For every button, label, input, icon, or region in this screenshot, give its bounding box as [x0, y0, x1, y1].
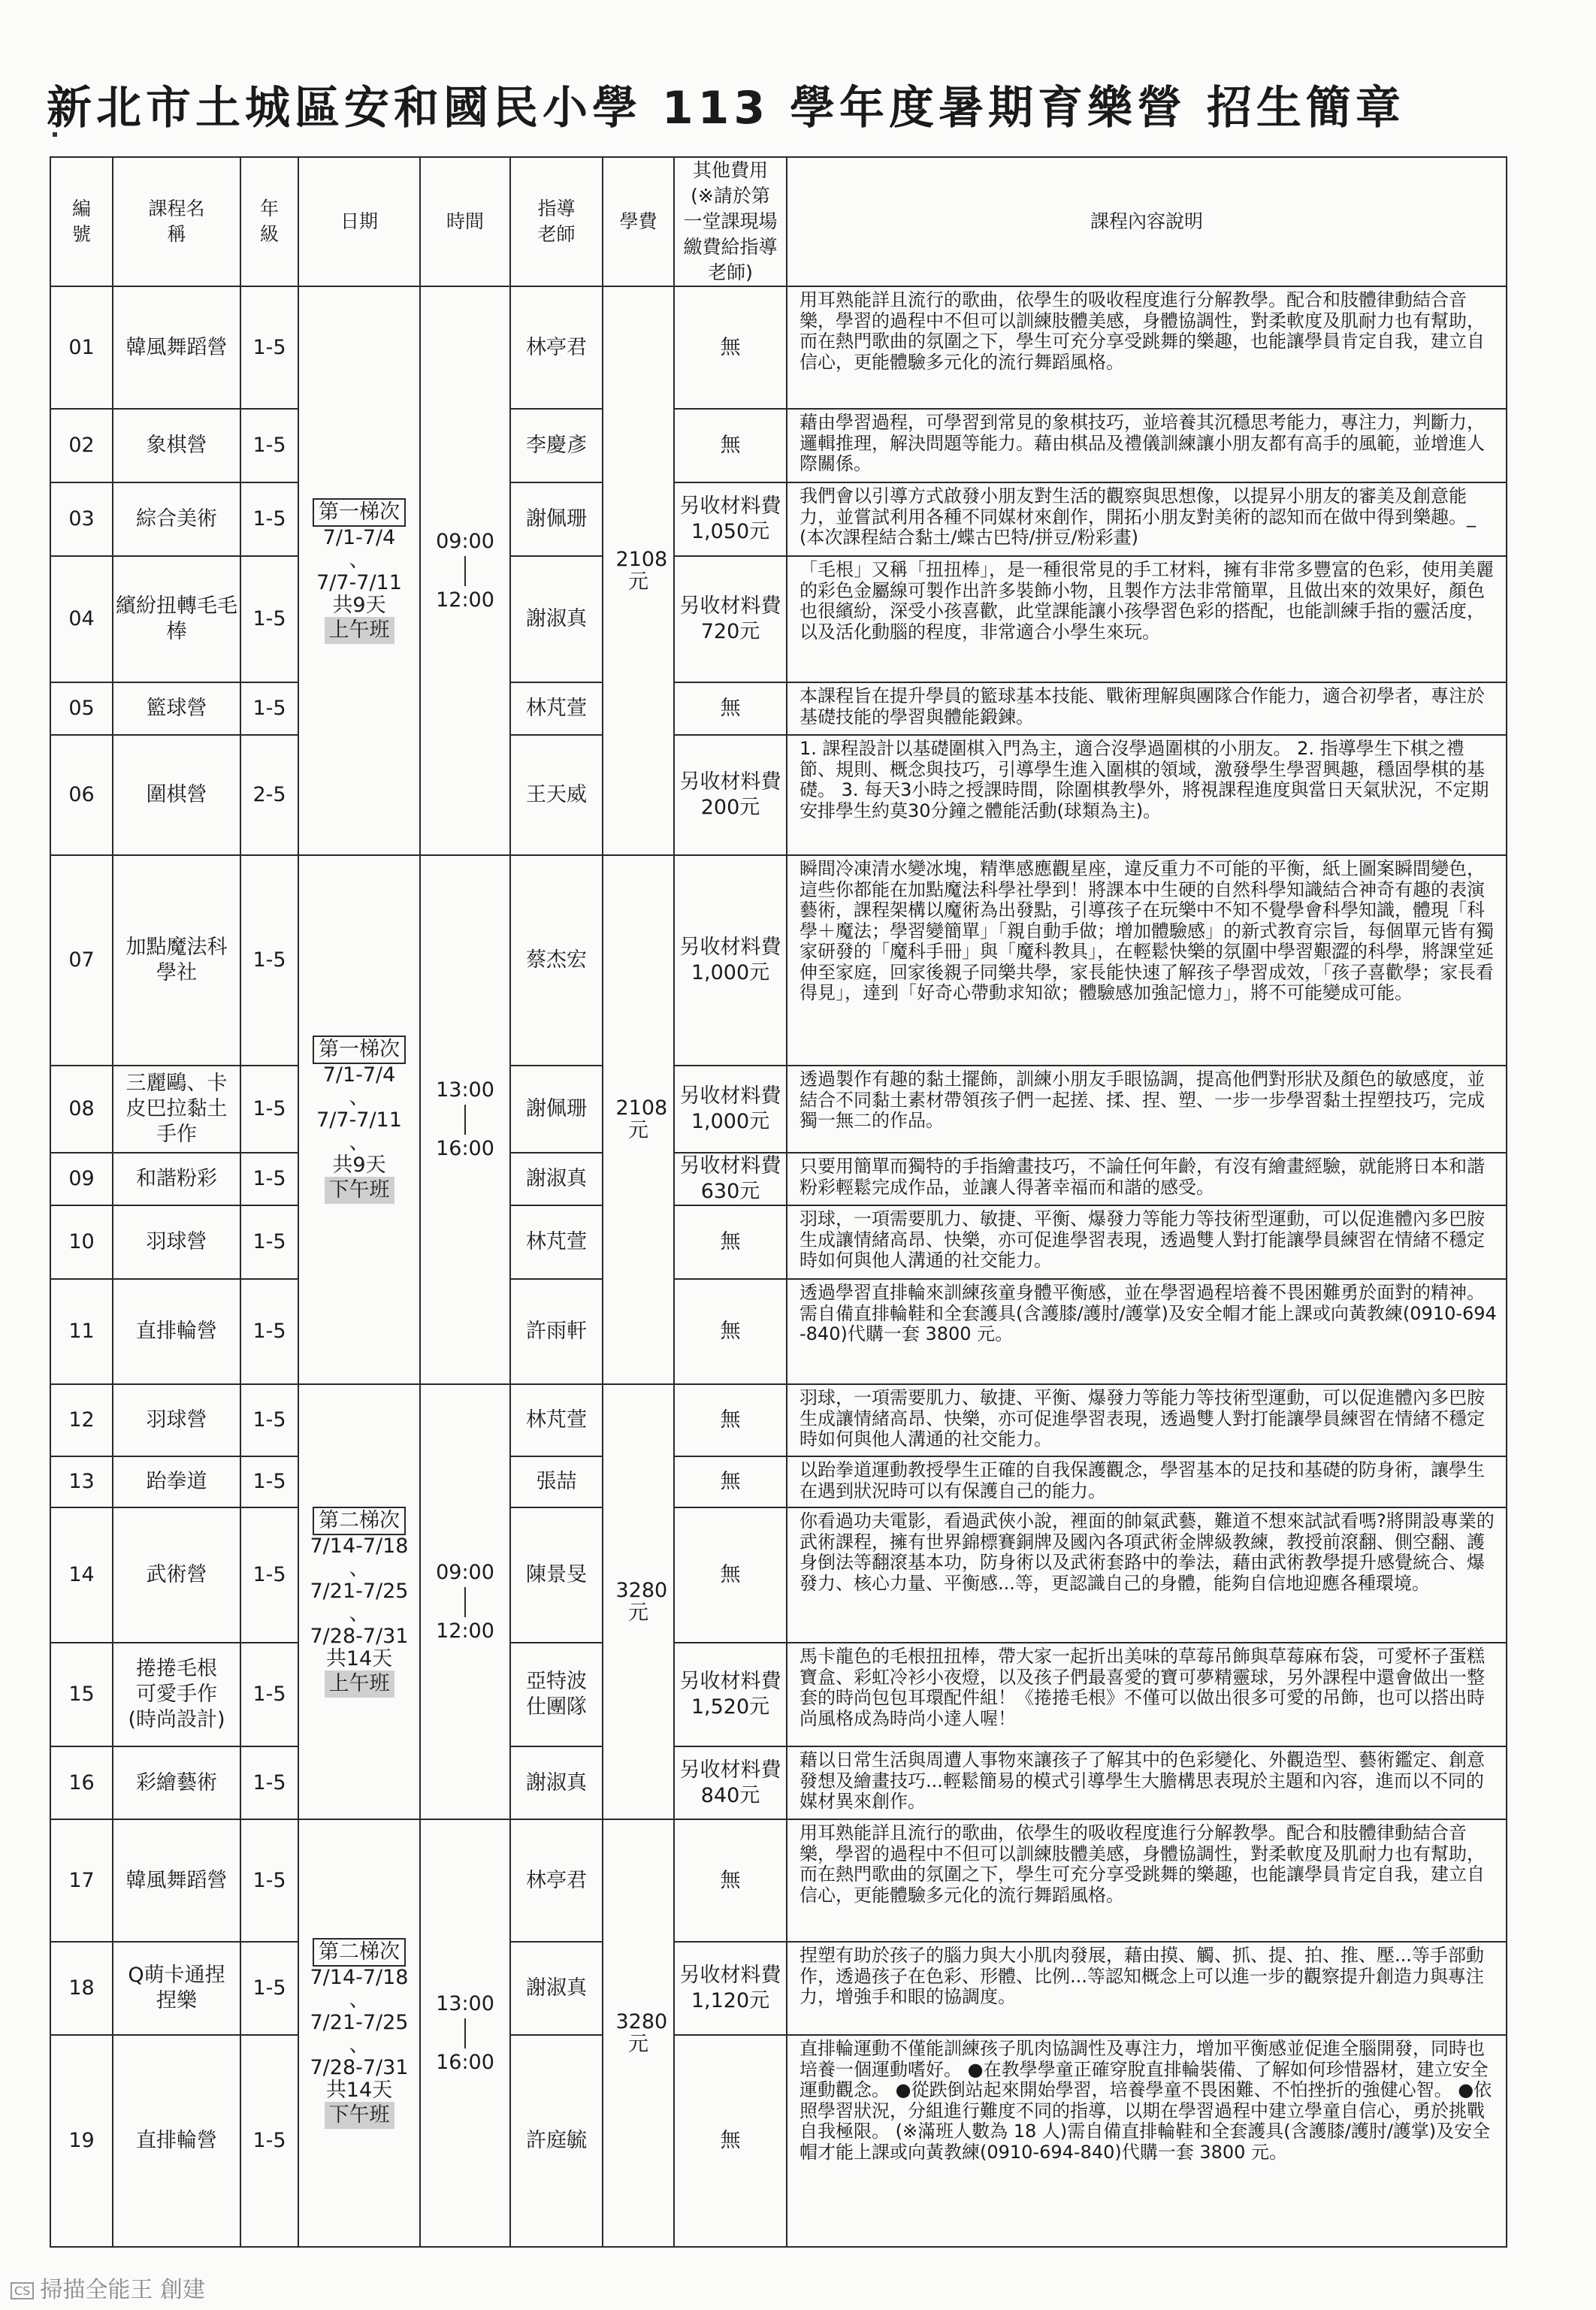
course-no: 15	[50, 1643, 113, 1746]
course-grade: 1-5	[240, 682, 298, 735]
course-desc: 捏塑有助於孩子的腦力與大小肌肉發展，藉由摸、觸、抓、提、拍、推、壓...等手部動作，透過孩子在色彩、形體、比例...等認知概念上可以進一步的觀察提升創造力與專注力，增強手和眼的協調度。	[787, 1942, 1507, 2035]
date-sep: 、	[349, 1131, 370, 1154]
camscanner-icon: CS	[11, 2282, 34, 2299]
table-row	[50, 1205, 1507, 1279]
date-total: 共14天	[325, 2078, 393, 2102]
other-fee: 無	[674, 1507, 787, 1643]
teacher: 林芃萱	[510, 1205, 603, 1279]
course-name: 綜合美術	[113, 482, 240, 556]
session-period: 上午班	[325, 1671, 394, 1698]
course-no: 06	[50, 735, 113, 855]
date-total: 共14天	[325, 1646, 393, 1671]
course-desc: 直排輪運動不僅能訓練孩子肌肉協調性及專注力，增加平衡感並促進全腦開發，同時也培養一個運動嗜好。 ●在教學學童正確穿脫直排輪裝備、了解如何珍惜器材，建立安全運動觀念。 ●從跌倒站起來開始學習，培養學童不畏困難、不怕挫折的強健心智。 ●依照學習狀況，分組進行難度不同的指導，以期在學習過程中建立學童自信心，勇於挑戰自我極限。 (※滿班人數為 18 人)需自備直排輪鞋和全套護具(含護膝/護肘/護掌)及安全帽才能上課或向黃教練(0910-694-840)代購一套 3800 元。	[787, 2035, 1507, 2247]
header-time: 時間	[420, 157, 510, 286]
teacher: 王天威	[510, 735, 603, 855]
course-desc: 用耳熟能詳且流行的歌曲，依學生的吸收程度進行分解教學。配合和肢體律動結合音樂，學習的過程中不但可以訓練肢體美感，身體協調性，對柔軟度及肌耐力也有幫助，而在熱門歌曲的氛圍之下，學生可充分享受跳舞的樂趣，也能讓學員肯定自我，建立自信心，更能體驗多元化的流行舞蹈風格。	[787, 1819, 1507, 1942]
session-period: 下午班	[325, 1177, 394, 1204]
course-grade: 1-5	[240, 1384, 298, 1456]
course-grade: 1-5	[240, 1746, 298, 1819]
teacher: 林芃萱	[510, 682, 603, 735]
date-sep: 、	[349, 1601, 370, 1625]
session-label: 第一梯次	[313, 498, 406, 527]
header-name: 課程名稱	[113, 157, 240, 286]
course-name: 武術營	[113, 1507, 240, 1643]
teacher: 亞特波仕團隊	[510, 1643, 603, 1746]
date-sep: 、	[349, 2033, 370, 2057]
other-fee: 另收材料費 1,520元	[674, 1643, 787, 1746]
header-fee: 學費	[603, 157, 674, 286]
course-no: 10	[50, 1205, 113, 1279]
other-fee: 無	[674, 1205, 787, 1279]
date-range: 7/7-7/11	[316, 1108, 402, 1132]
course-grade: 1-5	[240, 855, 298, 1066]
teacher: 許庭毓	[510, 2035, 603, 2247]
course-grade: 1-5	[240, 1279, 298, 1384]
table-row	[50, 855, 1507, 1066]
time-end: 16:00	[436, 2050, 494, 2074]
date-cell	[298, 286, 420, 855]
course-grade: 1-5	[240, 1819, 298, 1942]
table-row	[50, 1066, 1507, 1153]
course-desc: 本課程旨在提升學員的籃球基本技能、戰術理解與團隊合作能力，適合初學者，專注於基礎技能的學習與體能鍛鍊。	[787, 682, 1507, 735]
course-name: 加點魔法科學社	[113, 855, 240, 1066]
course-name: 韓風舞蹈營	[113, 1819, 240, 1942]
course-no: 03	[50, 482, 113, 556]
other-fee: 另收材料費 1,000元	[674, 855, 787, 1066]
teacher: 林亭君	[510, 286, 603, 409]
course-grade: 1-5	[240, 2035, 298, 2247]
fee-cell: 2108元	[603, 855, 674, 1384]
table-row	[50, 556, 1507, 682]
course-no: 12	[50, 1384, 113, 1456]
teacher: 謝淑真	[510, 556, 603, 682]
course-no: 07	[50, 855, 113, 1066]
table-row	[50, 1279, 1507, 1384]
course-name: 直排輪營	[113, 2035, 240, 2247]
scanner-watermark	[11, 2271, 205, 2304]
table-row	[50, 286, 1507, 409]
other-fee: 無	[674, 1384, 787, 1456]
other-fee: 無	[674, 409, 787, 482]
other-fee: 無	[674, 1279, 787, 1384]
time-bar	[464, 1105, 466, 1135]
other-fee: 另收材料費 840元	[674, 1746, 787, 1819]
teacher: 許雨軒	[510, 1279, 603, 1384]
header-desc: 課程內容說明	[787, 157, 1507, 286]
course-no: 18	[50, 1942, 113, 2035]
teacher: 陳景旻	[510, 1507, 603, 1643]
time-start: 09:00	[436, 1560, 494, 1584]
other-fee: 另收材料費 1,120元	[674, 1942, 787, 2035]
table-row	[50, 1942, 1507, 2035]
other-fee: 無	[674, 2035, 787, 2247]
course-name: 直排輪營	[113, 1279, 240, 1384]
course-name: 繽紛扭轉毛毛棒	[113, 556, 240, 682]
table-row	[50, 1746, 1507, 1819]
date-sep: 、	[349, 1988, 370, 2012]
page-title: 新北市土城區安和國民小學 113 學年度暑期育樂營 招生簡章	[47, 82, 1405, 135]
time-bar	[464, 2018, 466, 2048]
course-no: 05	[50, 682, 113, 735]
course-desc: 羽球，一項需要肌力、敏捷、平衡、爆發力等能力等技術型運動，可以促進體內多巴胺生成讓情緒高昂、快樂，亦可促進學習表現，透過雙人對打能讓學員練習在情緒不穩定時如何與他人溝通的社交能力。	[787, 1384, 1507, 1456]
date-range: 7/14-7/18	[310, 1965, 409, 1989]
course-no: 14	[50, 1507, 113, 1643]
time-start: 13:00	[436, 1078, 494, 1102]
table-row	[50, 1819, 1507, 1942]
course-name: 象棋營	[113, 409, 240, 482]
course-grade: 1-5	[240, 1643, 298, 1746]
course-desc: 1. 課程設計以基礎圍棋入門為主，適合沒學過圍棋的小朋友。 2. 指導學生下棋之禮節、規則、概念與技巧，引導學生進入圍棋的領域，激發學生學習興趣，穩固學棋的基礎。 3. 每天3小時之授課時間，除圍棋教學外，將視課程進度與當日天氣狀況，不定期安排學生約莫30分鐘之體能活動(球類為主)。	[787, 735, 1507, 855]
date-range: 7/14-7/18	[310, 1534, 409, 1558]
course-no: 16	[50, 1746, 113, 1819]
course-name: 韓風舞蹈營	[113, 286, 240, 409]
course-grade: 1-5	[240, 1456, 298, 1507]
course-grade: 1-5	[240, 1942, 298, 2035]
table-row	[50, 1456, 1507, 1507]
header-grade: 年級	[240, 157, 298, 286]
header-teacher: 指導老師	[510, 157, 603, 286]
other-fee: 另收材料費 1,050元	[674, 482, 787, 556]
course-desc: 用耳熟能詳且流行的歌曲，依學生的吸收程度進行分解教學。配合和肢體律動結合音樂，學習的過程中不但可以訓練肢體美感，身體協調性，對柔軟度及肌耐力也有幫助，而在熱門歌曲的氛圍之下，學生可充分享受跳舞的樂趣，也能讓學員肯定自我，建立自信心，更能體驗多元化的流行舞蹈風格。	[787, 286, 1507, 409]
other-fee: 另收材料費 1,000元	[674, 1066, 787, 1153]
course-no: 17	[50, 1819, 113, 1942]
course-name: 羽球營	[113, 1205, 240, 1279]
table-row	[50, 409, 1507, 482]
fee-cell: 2108元	[603, 286, 674, 855]
course-no: 04	[50, 556, 113, 682]
course-name: 籃球營	[113, 682, 240, 735]
time-end: 12:00	[436, 1619, 494, 1643]
course-no: 09	[50, 1153, 113, 1205]
course-grade: 1-5	[240, 409, 298, 482]
session-period: 上午班	[325, 617, 394, 644]
date-range: 7/28-7/31	[310, 1624, 409, 1648]
course-desc: 以跆拳道運動教授學生正確的自我保護觀念，學習基本的足技和基礎的防身術，讓學生在遇到狀況時可以有保護自己的能力。	[787, 1456, 1507, 1507]
course-grade: 1-5	[240, 1153, 298, 1205]
time-start: 09:00	[436, 529, 494, 553]
date-sep: 、	[349, 1086, 370, 1109]
date-range: 7/7-7/11	[316, 570, 402, 594]
date-range: 7/21-7/25	[310, 2010, 409, 2034]
table-row	[50, 482, 1507, 556]
course-no: 01	[50, 286, 113, 409]
course-name: 羽球營	[113, 1384, 240, 1456]
course-grade: 1-5	[240, 1205, 298, 1279]
session-period: 下午班	[325, 2102, 394, 2129]
course-no: 13	[50, 1456, 113, 1507]
header-no: 編號	[50, 157, 113, 286]
course-name: 三麗鷗、卡皮巴拉黏土手作	[113, 1066, 240, 1153]
course-desc: 瞬間冷凍清水變冰塊，精準感應觀星座，違反重力不可能的平衡，紙上圖案瞬間變色，這些你都能在加點魔法科學社學到！將課本中生硬的自然科學知識結合神奇有趣的表演藝術，課程架構以魔術為出發點，引導孩子在玩樂中不知不覺學會科學知識，體現「科學＋魔法；學習變簡單」「親自動手做；增加體驗感」的新式教育宗旨，每個單元皆有獨家研發的「魔科手冊」與「魔科教具」，在輕鬆快樂的氛圍中學習艱澀的科學，將課堂延伸至家庭，回家後親子同樂共學，家長能快速了解孩子學習成效，「孩子喜歡學；家長看得見」，達到「好奇心帶動求知欲；體驗感加強記憶力」，將不可能變成可能。	[787, 855, 1507, 1066]
date-total: 共9天	[332, 1153, 386, 1177]
course-name: 彩繪藝術	[113, 1746, 240, 1819]
date-range: 7/28-7/31	[310, 2055, 409, 2079]
teacher: 林芃萱	[510, 1384, 603, 1456]
course-no: 08	[50, 1066, 113, 1153]
course-desc: 只要用簡單而獨特的手指繪畫技巧，不論任何年齡，有沒有繪畫經驗，就能將日本和諧粉彩輕鬆完成作品，並讓人得著幸福而和諧的感受。	[787, 1153, 1507, 1205]
course-no: 02	[50, 409, 113, 482]
table-row	[50, 1507, 1507, 1643]
date-cell	[298, 855, 420, 1384]
teacher: 蔡杰宏	[510, 855, 603, 1066]
date-range: 7/1-7/4	[322, 1063, 396, 1087]
course-desc: 透過學習直排輪來訓練孩童身體平衡感，並在學習過程培養不畏困難勇於面對的精神。需自備直排輪鞋和全套護具(含護膝/護肘/護掌)及安全帽才能上課或向黃教練(0910-694-840)代購一套 3800 元。	[787, 1279, 1507, 1384]
course-name: 圍棋營	[113, 735, 240, 855]
course-name: 捲捲毛根可愛手作(時尚設計)	[113, 1643, 240, 1746]
course-grade: 1-5	[240, 1066, 298, 1153]
header-other: 其他費用(※請於第一堂課現場繳費給指導老師)	[674, 157, 787, 286]
time-cell	[420, 1819, 510, 2247]
course-grade: 1-5	[240, 286, 298, 409]
other-fee: 另收材料費 720元	[674, 556, 787, 682]
other-fee: 無	[674, 286, 787, 409]
date-range: 7/1-7/4	[322, 525, 396, 549]
course-name: 和諧粉彩	[113, 1153, 240, 1205]
time-start: 13:00	[436, 1991, 494, 2015]
teacher: 謝佩珊	[510, 482, 603, 556]
course-grade: 1-5	[240, 556, 298, 682]
teacher: 林亭君	[510, 1819, 603, 1942]
time-bar	[464, 556, 466, 586]
other-fee: 無	[674, 1819, 787, 1942]
course-desc: 羽球，一項需要肌力、敏捷、平衡、爆發力等能力等技術型運動，可以促進體內多巴胺生成讓情緒高昂、快樂，亦可促進學習表現，透過雙人對打能讓學員練習在情緒不穩定時如何與他人溝通的社交能力。	[787, 1205, 1507, 1279]
table-row	[50, 735, 1507, 855]
other-fee: 無	[674, 1456, 787, 1507]
course-no: 11	[50, 1279, 113, 1384]
time-end: 16:00	[436, 1137, 494, 1160]
table-row	[50, 1153, 1507, 1205]
time-end: 12:00	[436, 588, 494, 612]
time-cell	[420, 1384, 510, 1819]
course-desc: 「毛根」又稱「扭扭棒」，是一種很常見的手工材料，擁有非常多豐富的色彩，使用美麗的彩色金屬線可製作出許多裝飾小物，且製作方法非常簡單，且做出來的效果好，顏色也很繽紛，深受小孩喜歡，此堂課能讓小孩學習色彩的搭配，也能訓練手指的靈活度，以及活化動腦的程度，非常適合小學生來玩。	[787, 556, 1507, 682]
course-table	[50, 156, 1507, 2248]
session-label: 第二梯次	[313, 1938, 406, 1967]
time-bar	[464, 1587, 466, 1617]
course-grade: 1-5	[240, 1507, 298, 1643]
table-row	[50, 682, 1507, 735]
watermark-text: 掃描全能王 創建	[40, 2277, 205, 2303]
date-sep: 、	[349, 1556, 370, 1580]
date-cell	[298, 1819, 420, 2247]
table-row	[50, 2035, 1507, 2247]
other-fee: 無	[674, 682, 787, 735]
table-row	[50, 1384, 1507, 1456]
header-date: 日期	[298, 157, 420, 286]
date-cell	[298, 1384, 420, 1819]
fee-cell: 3280元	[603, 1384, 674, 1819]
teacher: 謝淑真	[510, 1746, 603, 1819]
time-cell	[420, 855, 510, 1384]
course-grade: 2-5	[240, 735, 298, 855]
course-no: 19	[50, 2035, 113, 2247]
course-name: 跆拳道	[113, 1456, 240, 1507]
course-desc: 馬卡龍色的毛根扭扭棒，帶大家一起折出美味的草莓吊飾與草莓麻布袋，可愛杯子蛋糕寶盒、彩虹冷衫小夜燈，以及孩子們最喜愛的寶可夢精靈球，另外課程中還會做出一整套的時尚包包耳環配件組！《捲捲毛根》不僅可以做出很多可愛的吊飾，也可以搭出時尚風格成為時尚小達人喔！	[787, 1643, 1507, 1746]
teacher: 李慶彥	[510, 409, 603, 482]
course-desc: 藉以日常生活與周遭人事物來讓孩子了解其中的色彩變化、外觀造型、藝術鑑定、創意發想及繪畫技巧...輕鬆簡易的模式引導學生大膽構思表現於主題和內容，進而以不同的媒材異來創作。	[787, 1746, 1507, 1819]
date-range: 7/21-7/25	[310, 1579, 409, 1603]
fee-cell: 3280元	[603, 1819, 674, 2247]
course-name: Q萌卡通捏捏樂	[113, 1942, 240, 2035]
other-fee: 另收材料費 200元	[674, 735, 787, 855]
course-desc: 你看過功夫電影，看過武俠小說，裡面的帥氣武藝，難道不想來試試看嗎?將開設專業的武術課程，擁有世界錦標賽銅牌及國內各項武術金牌級教練，教授前滾翻、側空翻、護身倒法等翻滾基本功，防身術以及武術套路中的拳法，藉由武術教學提升感覺統合、爆發力、核心力量、平衡感...等，更認識自己的身體，能夠自信地迎應各種環境。	[787, 1507, 1507, 1643]
session-label: 第一梯次	[313, 1036, 406, 1064]
date-sep: 、	[349, 548, 370, 572]
other-fee: 另收材料費 630元	[674, 1153, 787, 1205]
date-total: 共9天	[332, 593, 386, 617]
session-label: 第二梯次	[313, 1507, 406, 1535]
teacher: 謝淑真	[510, 1153, 603, 1205]
course-grade: 1-5	[240, 482, 298, 556]
teacher: 張喆	[510, 1456, 603, 1507]
course-desc: 藉由學習過程，可學習到常見的象棋技巧，並培養其沉穩思考能力，專注力，判斷力，邏輯推理，解決問題等能力。藉由棋品及禮儀訓練讓小朋友都有高手的風範，並增進人際關係。	[787, 409, 1507, 482]
teacher: 謝淑真	[510, 1942, 603, 2035]
teacher: 謝佩珊	[510, 1066, 603, 1153]
course-desc: 透過製作有趣的黏土擺飾，訓練小朋友手眼協調，提高他們對形狀及顏色的敏感度，並結合不同黏土素材帶領孩子們一起搓、揉、捏、塑、一步一步學習黏土捏塑技巧，完成獨一無二的作品。	[787, 1066, 1507, 1153]
time-cell	[420, 286, 510, 855]
table-row	[50, 1643, 1507, 1746]
course-desc: 我們會以引導方式啟發小朋友對生活的觀察與思想像，以提昇小朋友的審美及創意能力，並嘗試利用各種不同媒材來創作，開拓小朋友對美術的認知而在做中得到樂趣。_(本次課程結合黏土/蝶古巴特/拼豆/粉彩畫)	[787, 482, 1507, 556]
